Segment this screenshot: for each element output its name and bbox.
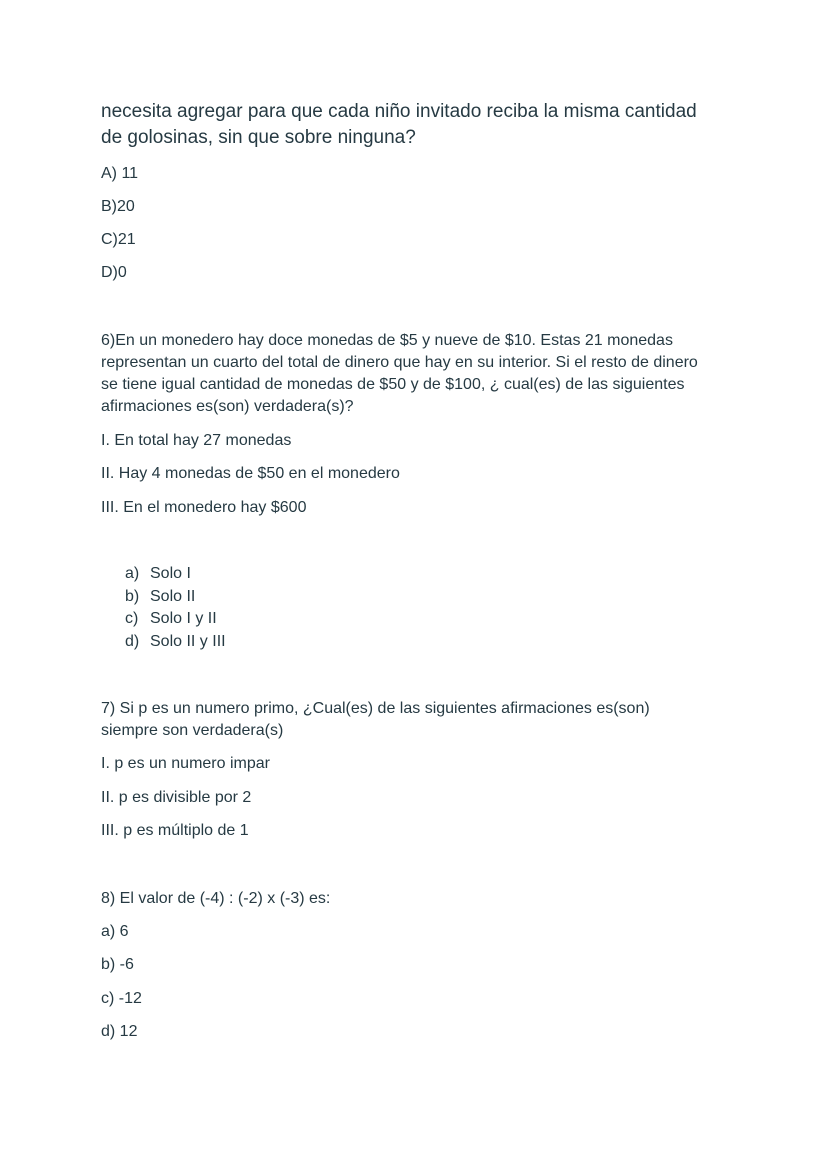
question-8-option-a: a) 6 [101, 923, 129, 940]
question-8-option-c: c) -12 [101, 990, 142, 1007]
choice-text: Solo II y III [150, 632, 226, 650]
choice-label: d) [125, 632, 140, 650]
question-6-line: afirmaciones es(son) verdadera(s)? [101, 398, 354, 415]
question-5-option-c: C)21 [101, 231, 136, 248]
question-7-statement-1: I. p es un numero impar [101, 755, 270, 772]
question-6-statement-2: II. Hay 4 monedas de $50 en el monedero [101, 465, 400, 482]
question-6-statement-3: III. En el monedero hay $600 [101, 499, 307, 516]
question-7-statement-3: III. p es múltiplo de 1 [101, 822, 249, 839]
question-5-text [101, 99, 697, 151]
question-8-text: 8) El valor de (-4) : (-2) x (-3) es: [101, 890, 331, 907]
choice-item [125, 631, 226, 654]
question-6-line: representan un cuarto del total de dinero que hay en su interior. Si el resto de dinero [101, 354, 698, 371]
question-7-line: siempre son verdadera(s) [101, 722, 284, 739]
choice-text: Solo I [150, 565, 191, 582]
question-6-statement-1: I. En total hay 27 monedas [101, 432, 292, 449]
choice-text: Solo II [150, 587, 196, 605]
question-5-option-a: A) 11 [101, 165, 139, 182]
question-7-text [101, 698, 650, 742]
question-6-text [101, 330, 698, 418]
question-5-line: necesita agregar para que cada niño invitado reciba la misma cantidad [101, 101, 697, 122]
choice-label: b) [125, 587, 140, 605]
question-5-option-b: B)20 [101, 198, 135, 215]
question-7-statement-2: II. p es divisible por 2 [101, 789, 252, 806]
choice-item [125, 608, 226, 631]
choice-text: Solo I y II [150, 610, 217, 627]
question-7-line: 7) Si p es un numero primo, ¿Cual(es) de las siguientes afirmaciones es(son) [101, 700, 650, 717]
choice-label: c) [125, 610, 139, 627]
question-6-line: 6)En un monedero hay doce monedas de $5 y nueve de $10. Estas 21 monedas [101, 332, 673, 349]
question-8-option-d: d) 12 [101, 1023, 138, 1040]
question-6-choices [125, 563, 226, 653]
question-8-option-b: b) -6 [101, 956, 134, 973]
question-5-line: de golosinas, sin que sobre ninguna? [101, 127, 416, 148]
choice-item [125, 563, 226, 586]
choice-item [125, 586, 226, 609]
question-5-option-d: D)0 [101, 264, 127, 281]
choice-label: a) [125, 565, 140, 582]
question-6-line: se tiene igual cantidad de monedas de $50 y de $100, ¿ cual(es) de las siguientes [101, 376, 685, 393]
